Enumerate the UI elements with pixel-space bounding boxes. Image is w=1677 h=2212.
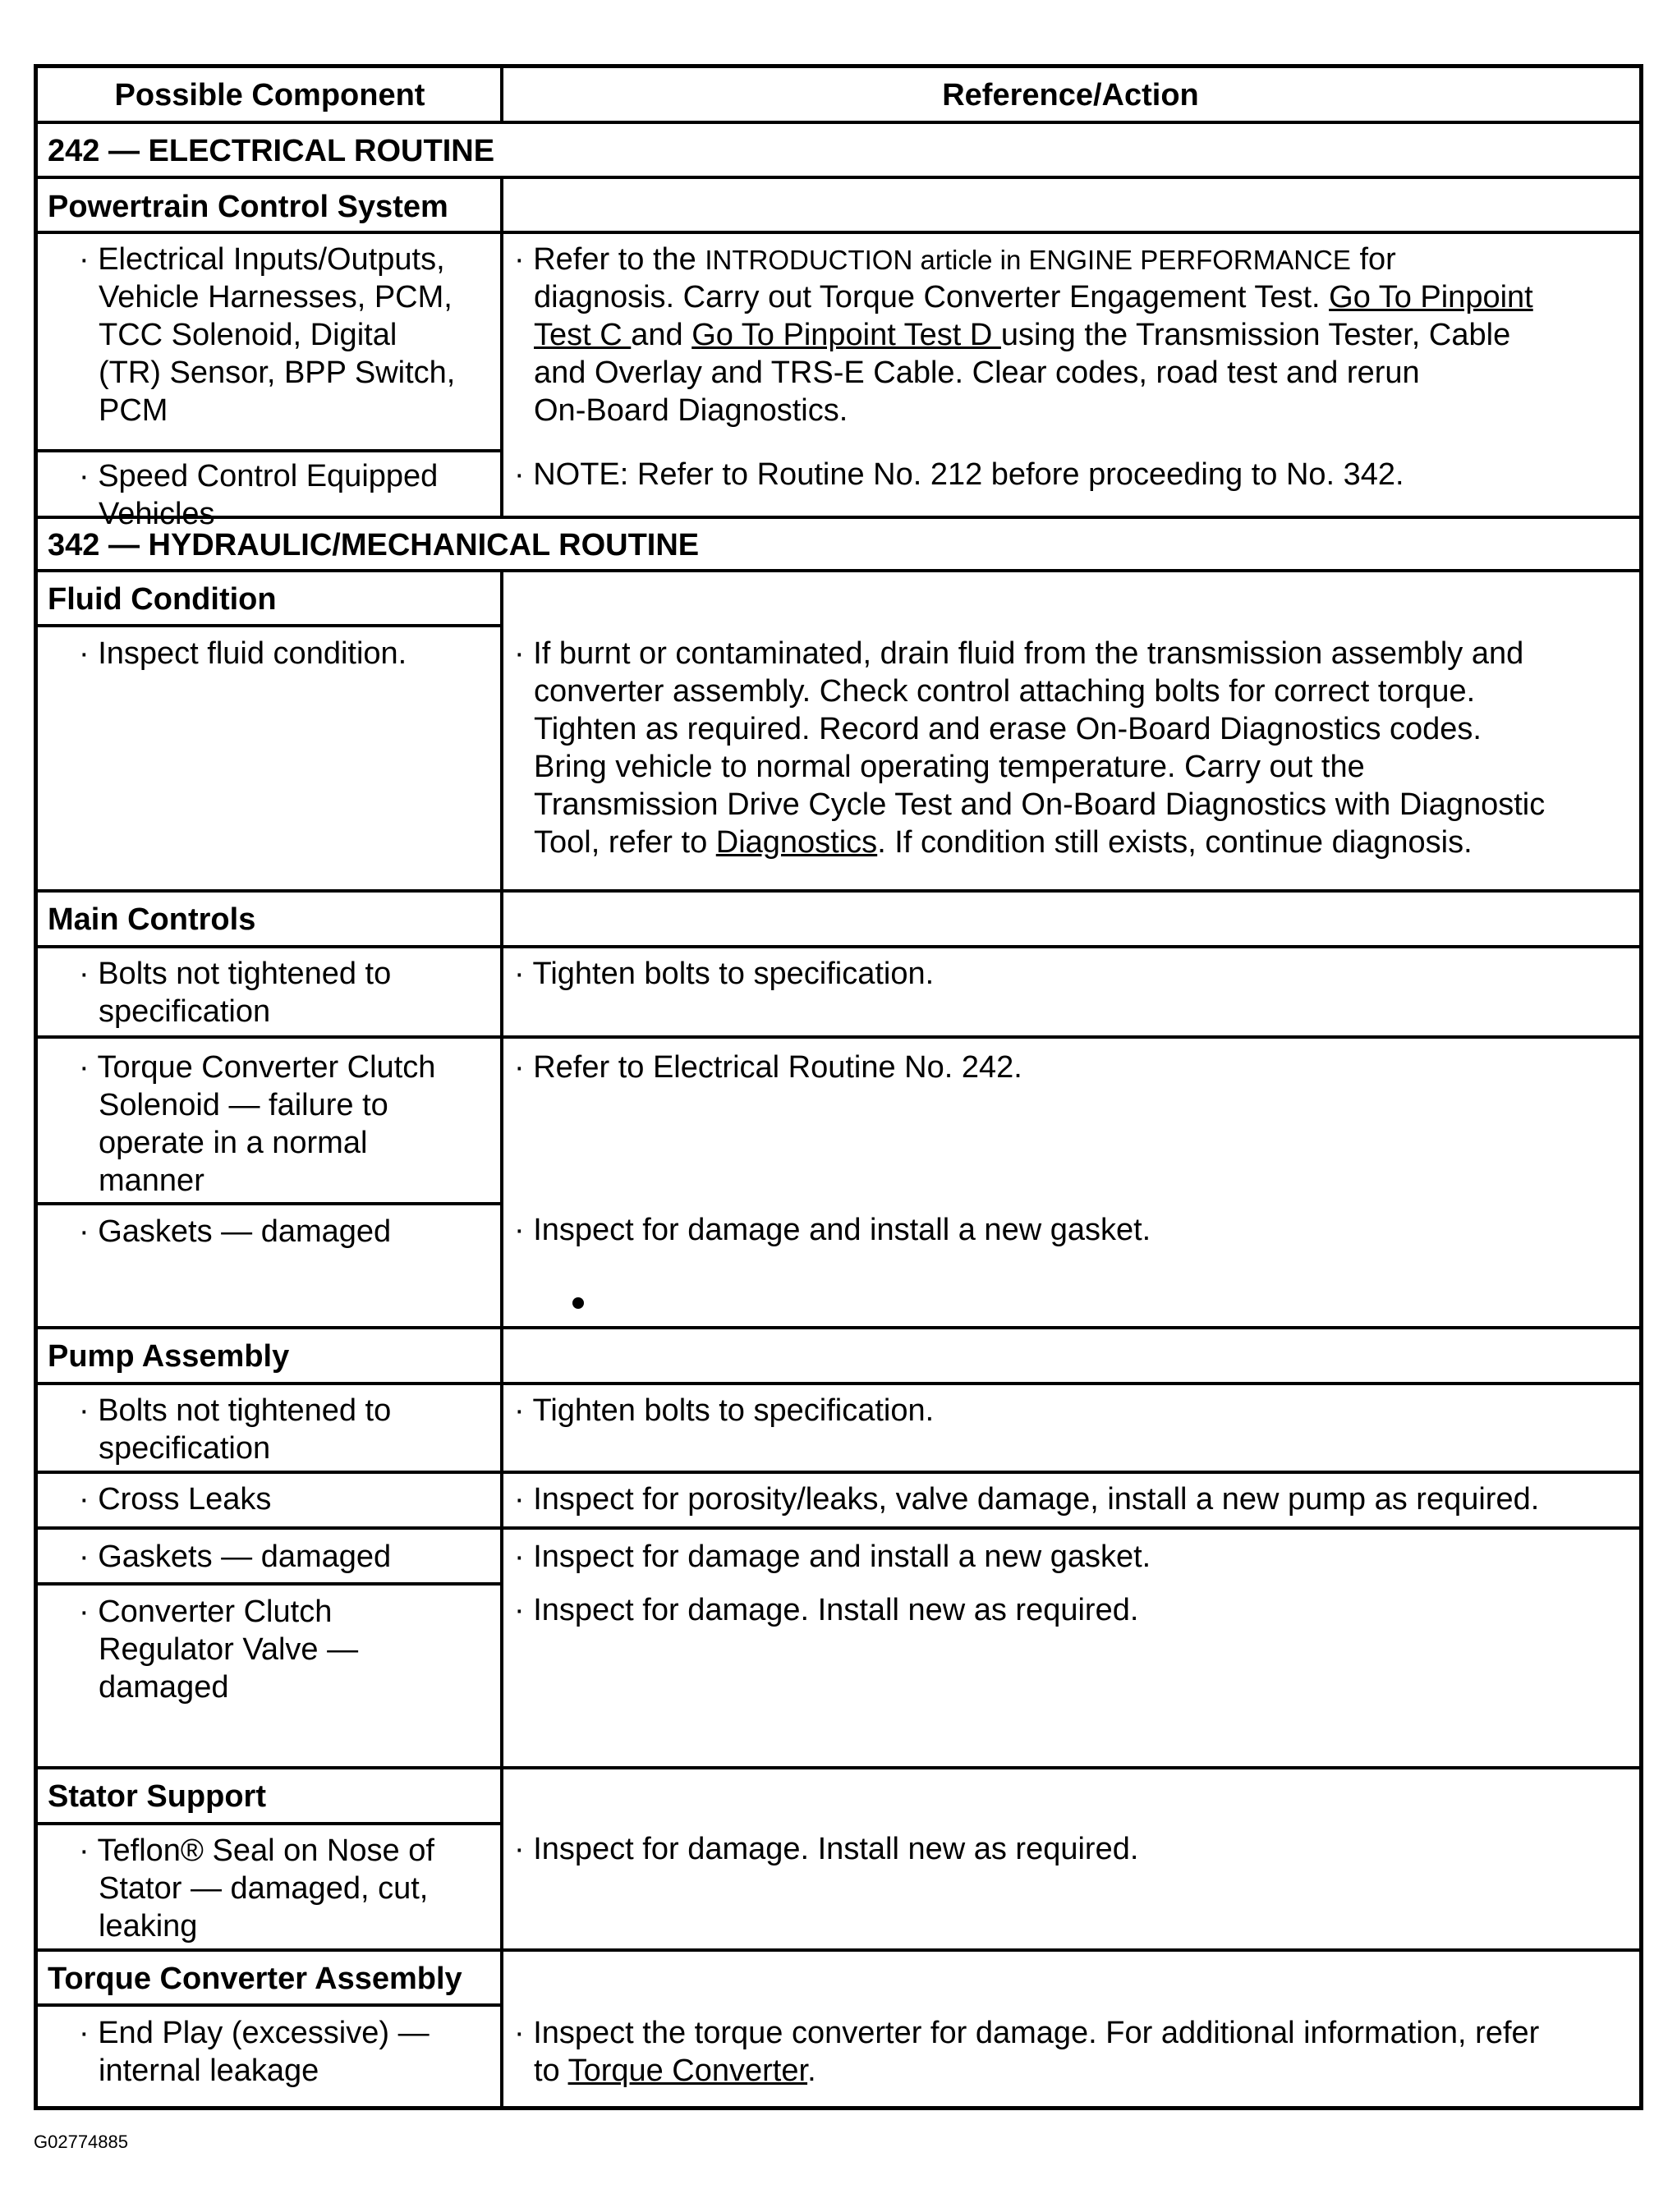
pump-gaskets-action: · Inspect for damage and install a new gasket. <box>514 1540 1151 1574</box>
mc-tcc-component: manner <box>99 1163 204 1198</box>
group-title-converter: Torque Converter Assembly <box>48 1962 462 1996</box>
pump-valve-component: · Converter Clutch <box>79 1595 333 1629</box>
pump-cross-action: · Inspect for porosity/leaks, valve damage, install a new pump as required. <box>514 1482 1540 1517</box>
fluid-component: · Inspect fluid condition. <box>79 636 407 671</box>
diagnostic-table <box>34 64 1643 2110</box>
group-title-fluid: Fluid Condition <box>48 582 277 617</box>
ptc-component-line: TCC Solenoid, Digital <box>99 318 397 352</box>
fluid-action-line <box>534 824 1473 861</box>
text: . <box>807 2054 816 2088</box>
text: . If condition still exists, continue diagnosis. <box>877 825 1473 860</box>
bullet-dot <box>572 1297 584 1309</box>
link-pinpoint-test-d[interactable]: Go To Pinpoint Test D <box>691 318 1001 352</box>
link-pinpoint-test-c-cont[interactable]: Test C <box>534 318 632 352</box>
mc-bolts-action: · Tighten bolts to specification. <box>514 957 935 991</box>
section-title-342: 342 — HYDRAULIC/MECHANICAL ROUTINE <box>48 528 700 562</box>
pump-bolts-action: · Tighten bolts to specification. <box>514 1393 935 1428</box>
text: using the Transmission Tester, Cable <box>1000 318 1511 352</box>
speed-component-line: Vehicles <box>99 497 215 531</box>
link-torque-converter[interactable]: Torque Converter <box>567 2054 808 2088</box>
mc-tcc-component: Solenoid — failure to <box>99 1088 388 1122</box>
group-title-stator: Stator Support <box>48 1779 266 1814</box>
mc-tcc-action: · Refer to Electrical Routine No. 242. <box>514 1050 1022 1085</box>
mc-bolts-component: · Bolts not tightened to <box>79 957 392 991</box>
ptc-action-line-3 <box>534 316 1510 354</box>
text: Tool, refer to <box>534 825 716 860</box>
ptc-component-line: Vehicle Harnesses, PCM, <box>99 280 453 314</box>
mc-bolts-component: specification <box>99 994 271 1029</box>
converter-component: internal leakage <box>99 2054 319 2088</box>
section-title-242: 242 — ELECTRICAL ROUTINE <box>48 134 495 168</box>
ptc-component-line: · Electrical Inputs/Outputs, <box>79 242 445 277</box>
ptc-action-line-1 <box>514 241 1396 279</box>
mc-gaskets-component: · Gaskets — damaged <box>79 1214 392 1249</box>
mc-tcc-component: · Torque Converter Clutch <box>79 1050 436 1085</box>
group-title-powertrain: Powertrain Control System <box>48 190 448 224</box>
text: for <box>1350 242 1396 277</box>
fluid-action-line: Transmission Drive Cycle Test and On-Board Diagnostics with Diagnostic <box>534 787 1546 822</box>
mc-tcc-component: operate in a normal <box>99 1126 368 1160</box>
fluid-action-line: converter assembly. Check control attaching bolts for correct torque. <box>534 674 1476 709</box>
pump-valve-component: damaged <box>99 1670 229 1705</box>
mc-gaskets-action: · Inspect for damage and install a new gasket. <box>514 1213 1151 1247</box>
converter-component: · End Play (excessive) — <box>79 2016 430 2050</box>
converter-action-line: · Inspect the torque converter for damage. For additional information, refer <box>514 2016 1540 2050</box>
fluid-action-line: Tighten as required. Record and erase On-Board Diagnostics codes. <box>534 712 1482 746</box>
column-header-component: Possible Component <box>114 78 425 112</box>
pump-valve-action: · Inspect for damage. Install new as required. <box>514 1593 1139 1627</box>
stator-action: · Inspect for damage. Install new as required. <box>514 1832 1139 1866</box>
figure-id: G02774885 <box>34 2132 128 2152</box>
column-header-action: Reference/Action <box>942 78 1199 112</box>
text: diagnosis. Carry out Torque Converter Engagement Test. <box>534 280 1330 314</box>
pump-gaskets-component: · Gaskets — damaged <box>79 1540 392 1574</box>
pump-cross-component: · Cross Leaks <box>79 1482 272 1517</box>
pump-bolts-component: specification <box>99 1431 271 1466</box>
text: · Refer to the <box>514 242 705 277</box>
speed-action: · NOTE: Refer to Routine No. 212 before proceeding to No. 342. <box>514 457 1404 492</box>
speed-component-line: · Speed Control Equipped <box>79 459 439 493</box>
stator-component: Stator — damaged, cut, <box>99 1871 429 1906</box>
text: and <box>631 318 692 352</box>
pump-valve-component: Regulator Valve — <box>99 1632 359 1667</box>
ptc-action-line-4: and Overlay and TRS-E Cable. Clear codes, road test and rerun <box>534 356 1420 390</box>
fluid-action-line: · If burnt or contaminated, drain fluid from the transmission assembly and <box>514 636 1524 671</box>
stator-component: · Teflon® Seal on Nose of <box>79 1833 434 1868</box>
ptc-component-line: (TR) Sensor, BPP Switch, <box>99 356 456 390</box>
fluid-action-line: Bring vehicle to normal operating temperature. Carry out the <box>534 750 1365 784</box>
stator-component: leaking <box>99 1909 198 1944</box>
pump-bolts-component: · Bolts not tightened to <box>79 1393 392 1428</box>
link-pinpoint-test-c[interactable]: Go To Pinpoint <box>1329 280 1533 314</box>
ptc-action-line-5: On-Board Diagnostics. <box>534 393 848 428</box>
converter-action-line <box>534 2052 816 2090</box>
ptc-action-line-2 <box>534 278 1533 316</box>
group-title-main-controls: Main Controls <box>48 902 256 937</box>
ptc-component-line: PCM <box>99 393 168 428</box>
text: to <box>534 2054 568 2088</box>
link-diagnostics[interactable]: Diagnostics <box>715 825 878 860</box>
group-title-pump: Pump Assembly <box>48 1339 290 1374</box>
text: INTRODUCTION article in ENGINE PERFORMANCE <box>705 245 1351 275</box>
